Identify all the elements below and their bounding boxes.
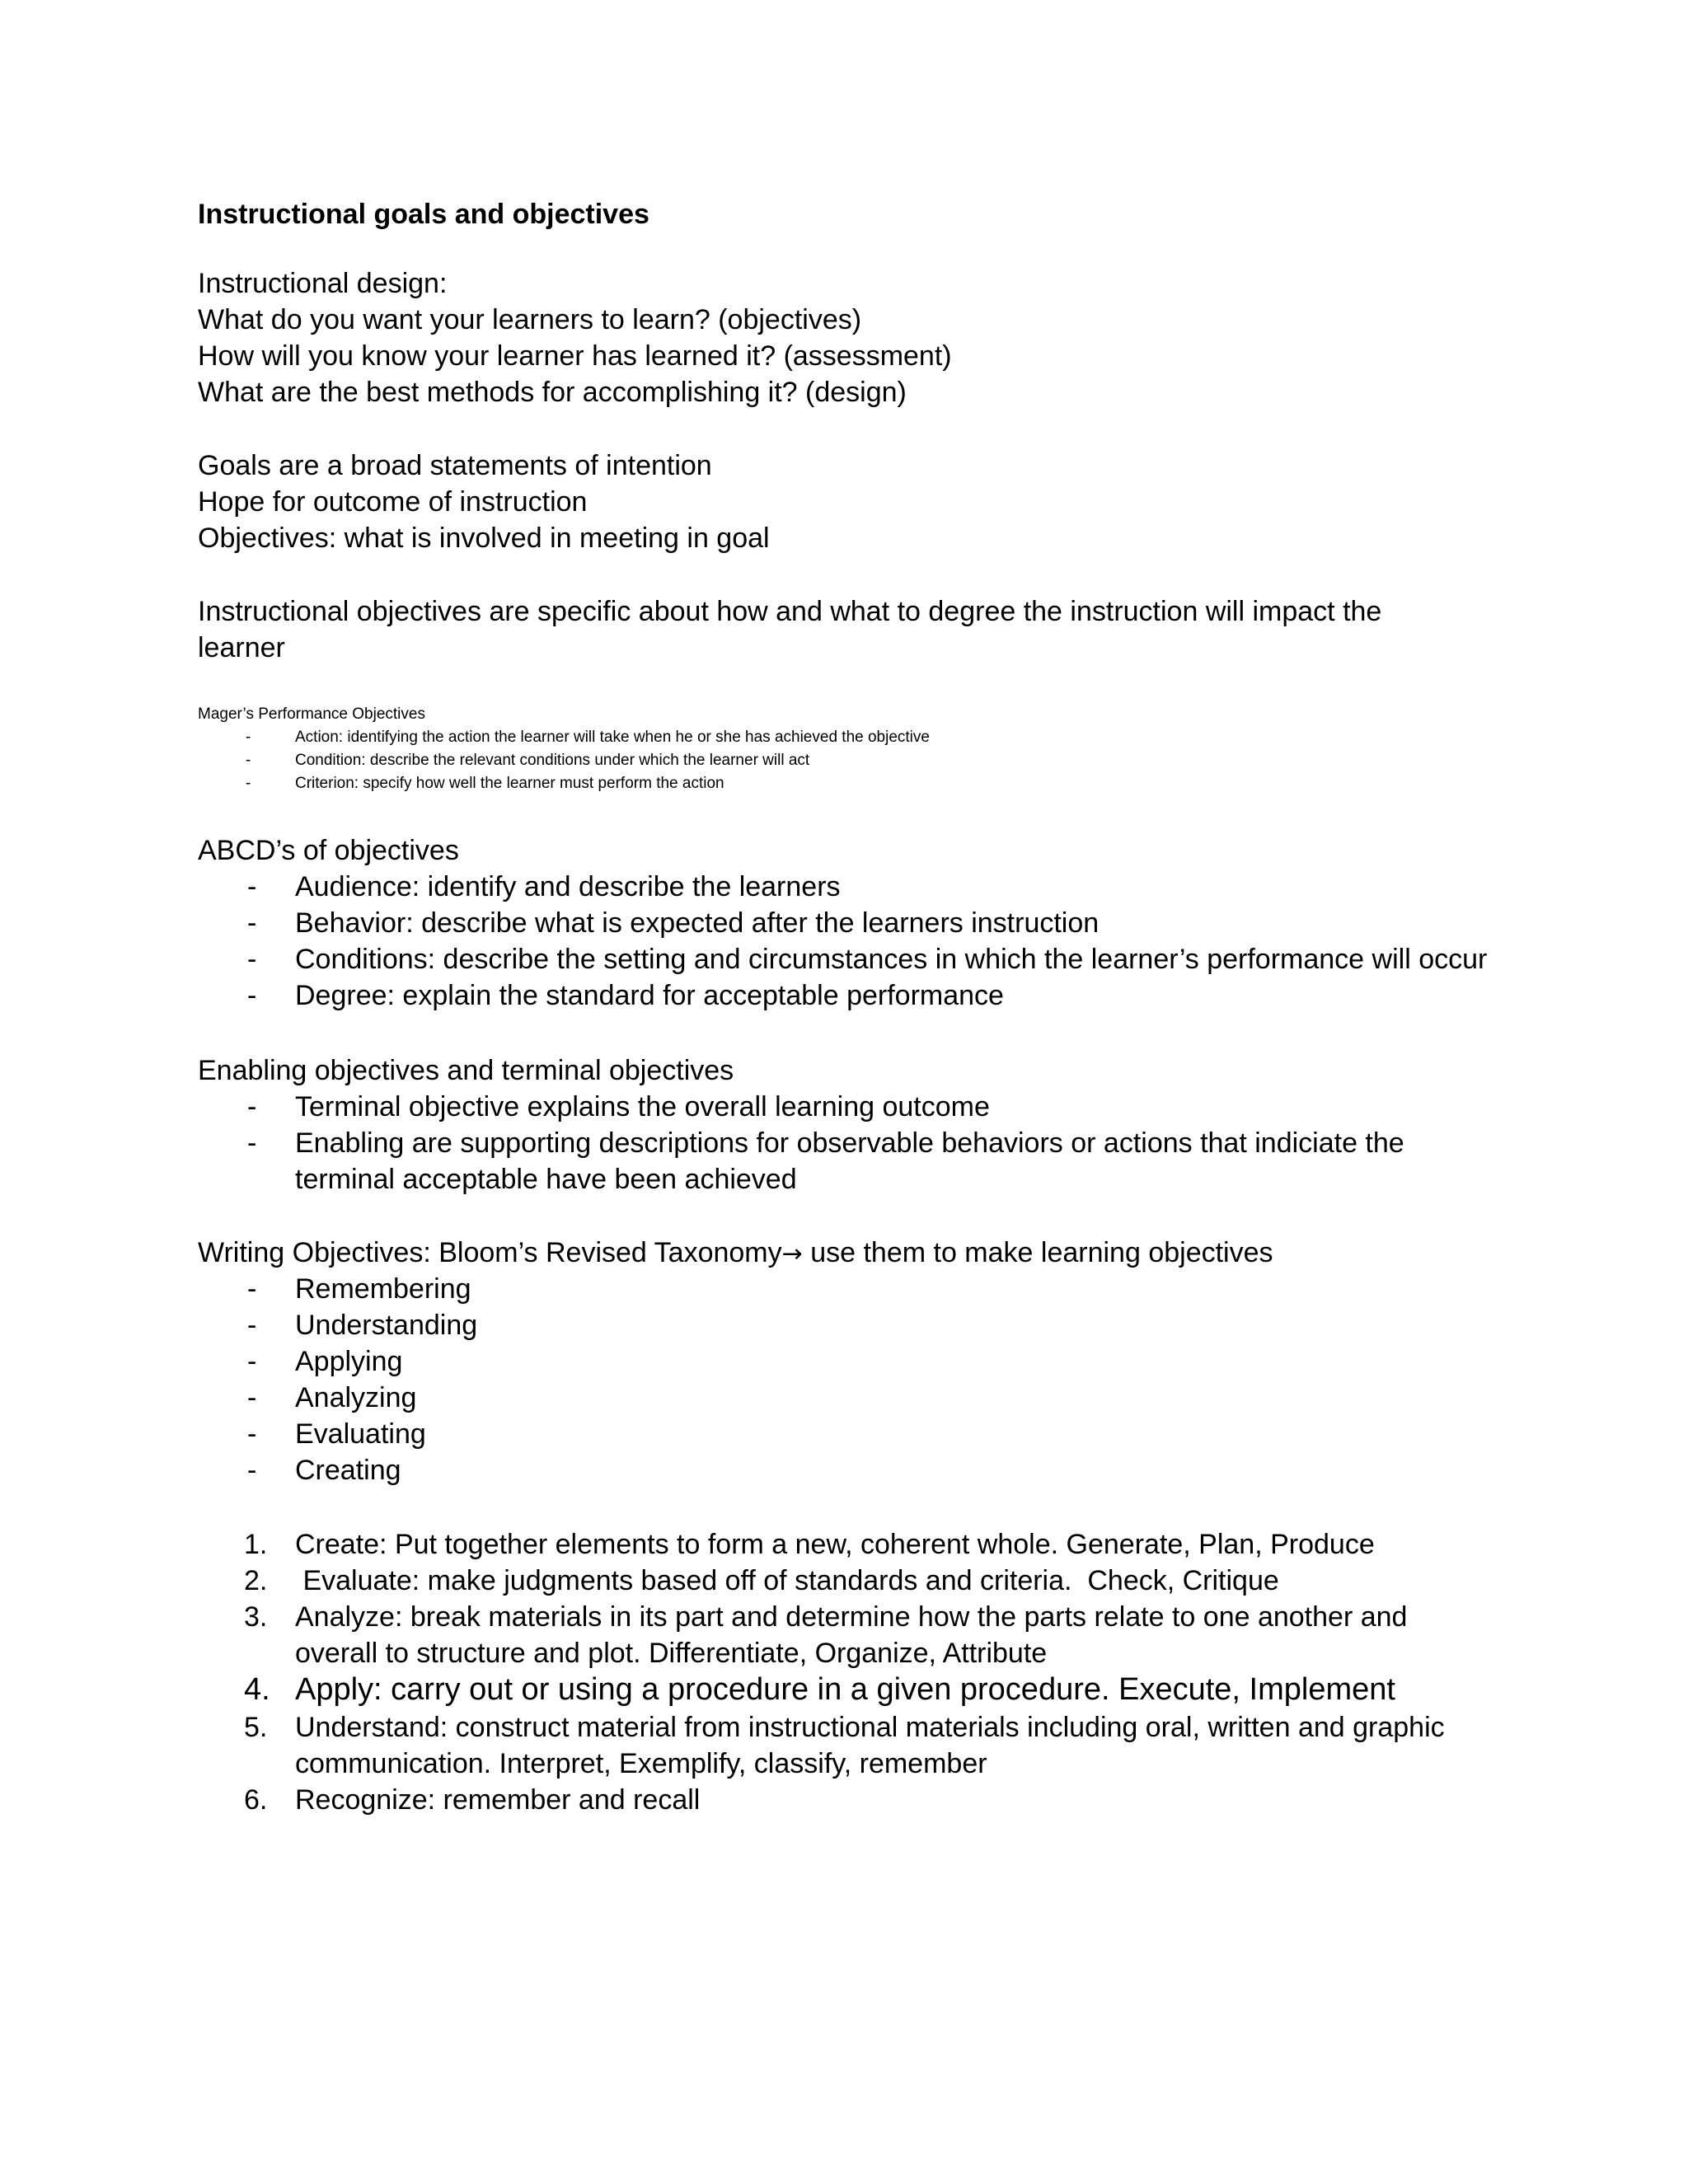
bullet-dash: -: [247, 980, 257, 1011]
level-number: 4.: [244, 1672, 270, 1707]
level-text: Create: Put together elements to form a new, coherent whole. Generate, Plan, Produce: [295, 1529, 1375, 1560]
level-text-continuation: communication. Interpret, Exemplify, classify, remember: [295, 1748, 987, 1779]
mager-item: Criterion: specify how well the learner must perform the action: [295, 775, 724, 792]
bullet-dash: -: [247, 1346, 257, 1377]
bullet-dash: -: [247, 1091, 257, 1122]
instructional-objectives-line: Instructional objectives are specific about how and what to degree the instruction will impact the: [198, 596, 1382, 627]
bullet-dash: -: [247, 944, 257, 975]
goals-line: Hope for outcome of instruction: [198, 486, 588, 518]
level-number: 1.: [244, 1529, 268, 1560]
design-line: What do you want your learners to learn? (objectives): [198, 304, 862, 335]
bloom-item: Evaluating: [295, 1418, 426, 1450]
enabling-item: Enabling are supporting descriptions for observable behaviors or actions that indiciate the: [295, 1127, 1404, 1159]
mager-item: Action: identifying the action the learner will take when he or she has achieved the objective: [295, 729, 930, 746]
bullet-dash: -: [247, 1418, 257, 1450]
bullet-dash: -: [247, 1310, 257, 1341]
abcd-item: Audience: identify and describe the learners: [295, 871, 841, 902]
page-title: Instructional goals and objectives: [198, 199, 649, 230]
bloom-heading: [198, 1235, 1273, 1272]
right-arrow-icon: →: [781, 1240, 803, 1268]
design-line: How will you know your learner has learned it? (assessment): [198, 340, 952, 372]
abcd-item: Conditions: describe the setting and circumstances in which the learner’s performance will occur: [295, 944, 1488, 975]
abcd-heading: ABCD’s of objectives: [198, 835, 459, 866]
level-number: 6.: [244, 1784, 268, 1816]
enabling-item-continuation: terminal acceptable have been achieved: [295, 1164, 797, 1195]
design-heading: Instructional design:: [198, 268, 448, 299]
goals-line: Goals are a broad statements of intention: [198, 450, 712, 481]
level-number: 2.: [244, 1565, 268, 1596]
bullet-dash: -: [247, 1382, 257, 1413]
mager-item: Condition: describe the relevant conditions under which the learner will act: [295, 752, 810, 769]
bloom-item: Understanding: [295, 1310, 478, 1341]
bullet-dash: -: [247, 1127, 257, 1159]
bloom-item: Analyzing: [295, 1382, 417, 1413]
bullet-dash: -: [246, 775, 251, 792]
instructional-objectives-line: learner: [198, 632, 285, 663]
bullet-dash: -: [247, 1455, 257, 1486]
level-text: Analyze: break materials in its part and determine how the parts relate to one another and: [295, 1601, 1408, 1633]
mager-heading: Mager’s Performance Objectives: [198, 705, 425, 723]
level-text: Recognize: remember and recall: [295, 1784, 701, 1816]
level-number: 5.: [244, 1712, 268, 1743]
bullet-dash: -: [247, 871, 257, 902]
abcd-item: Degree: explain the standard for acceptable performance: [295, 980, 1004, 1011]
bullet-dash: -: [246, 752, 251, 769]
enabling-heading: Enabling objectives and terminal objectives: [198, 1055, 734, 1086]
bloom-item: Remembering: [295, 1273, 471, 1305]
bullet-dash: -: [247, 1273, 257, 1305]
bullet-dash: -: [246, 729, 251, 746]
abcd-item: Behavior: describe what is expected after the learners instruction: [295, 907, 1100, 939]
bullet-dash: -: [247, 907, 257, 939]
bloom-item: Applying: [295, 1346, 403, 1377]
level-number: 3.: [244, 1601, 268, 1633]
level-text-continuation: overall to structure and plot. Differentiate, Organize, Attribute: [295, 1638, 1048, 1669]
level-text: Evaluate: make judgments based off of standards and criteria. Check, Critique: [295, 1565, 1279, 1596]
bloom-heading-text: Writing Objectives: Bloom’s Revised Taxonomy: [198, 1237, 782, 1268]
enabling-item: Terminal objective explains the overall learning outcome: [295, 1091, 990, 1122]
goals-line: Objectives: what is involved in meeting in goal: [198, 523, 770, 554]
level-text: Apply: carry out or using a procedure in a given procedure. Execute, Implement: [295, 1672, 1395, 1707]
design-line: What are the best methods for accomplishing it? (design): [198, 377, 907, 408]
bloom-item: Creating: [295, 1455, 401, 1486]
level-text: Understand: construct material from instructional materials including oral, written and graphic: [295, 1712, 1445, 1743]
bloom-heading-suffix: use them to make learning objectives: [802, 1237, 1273, 1268]
